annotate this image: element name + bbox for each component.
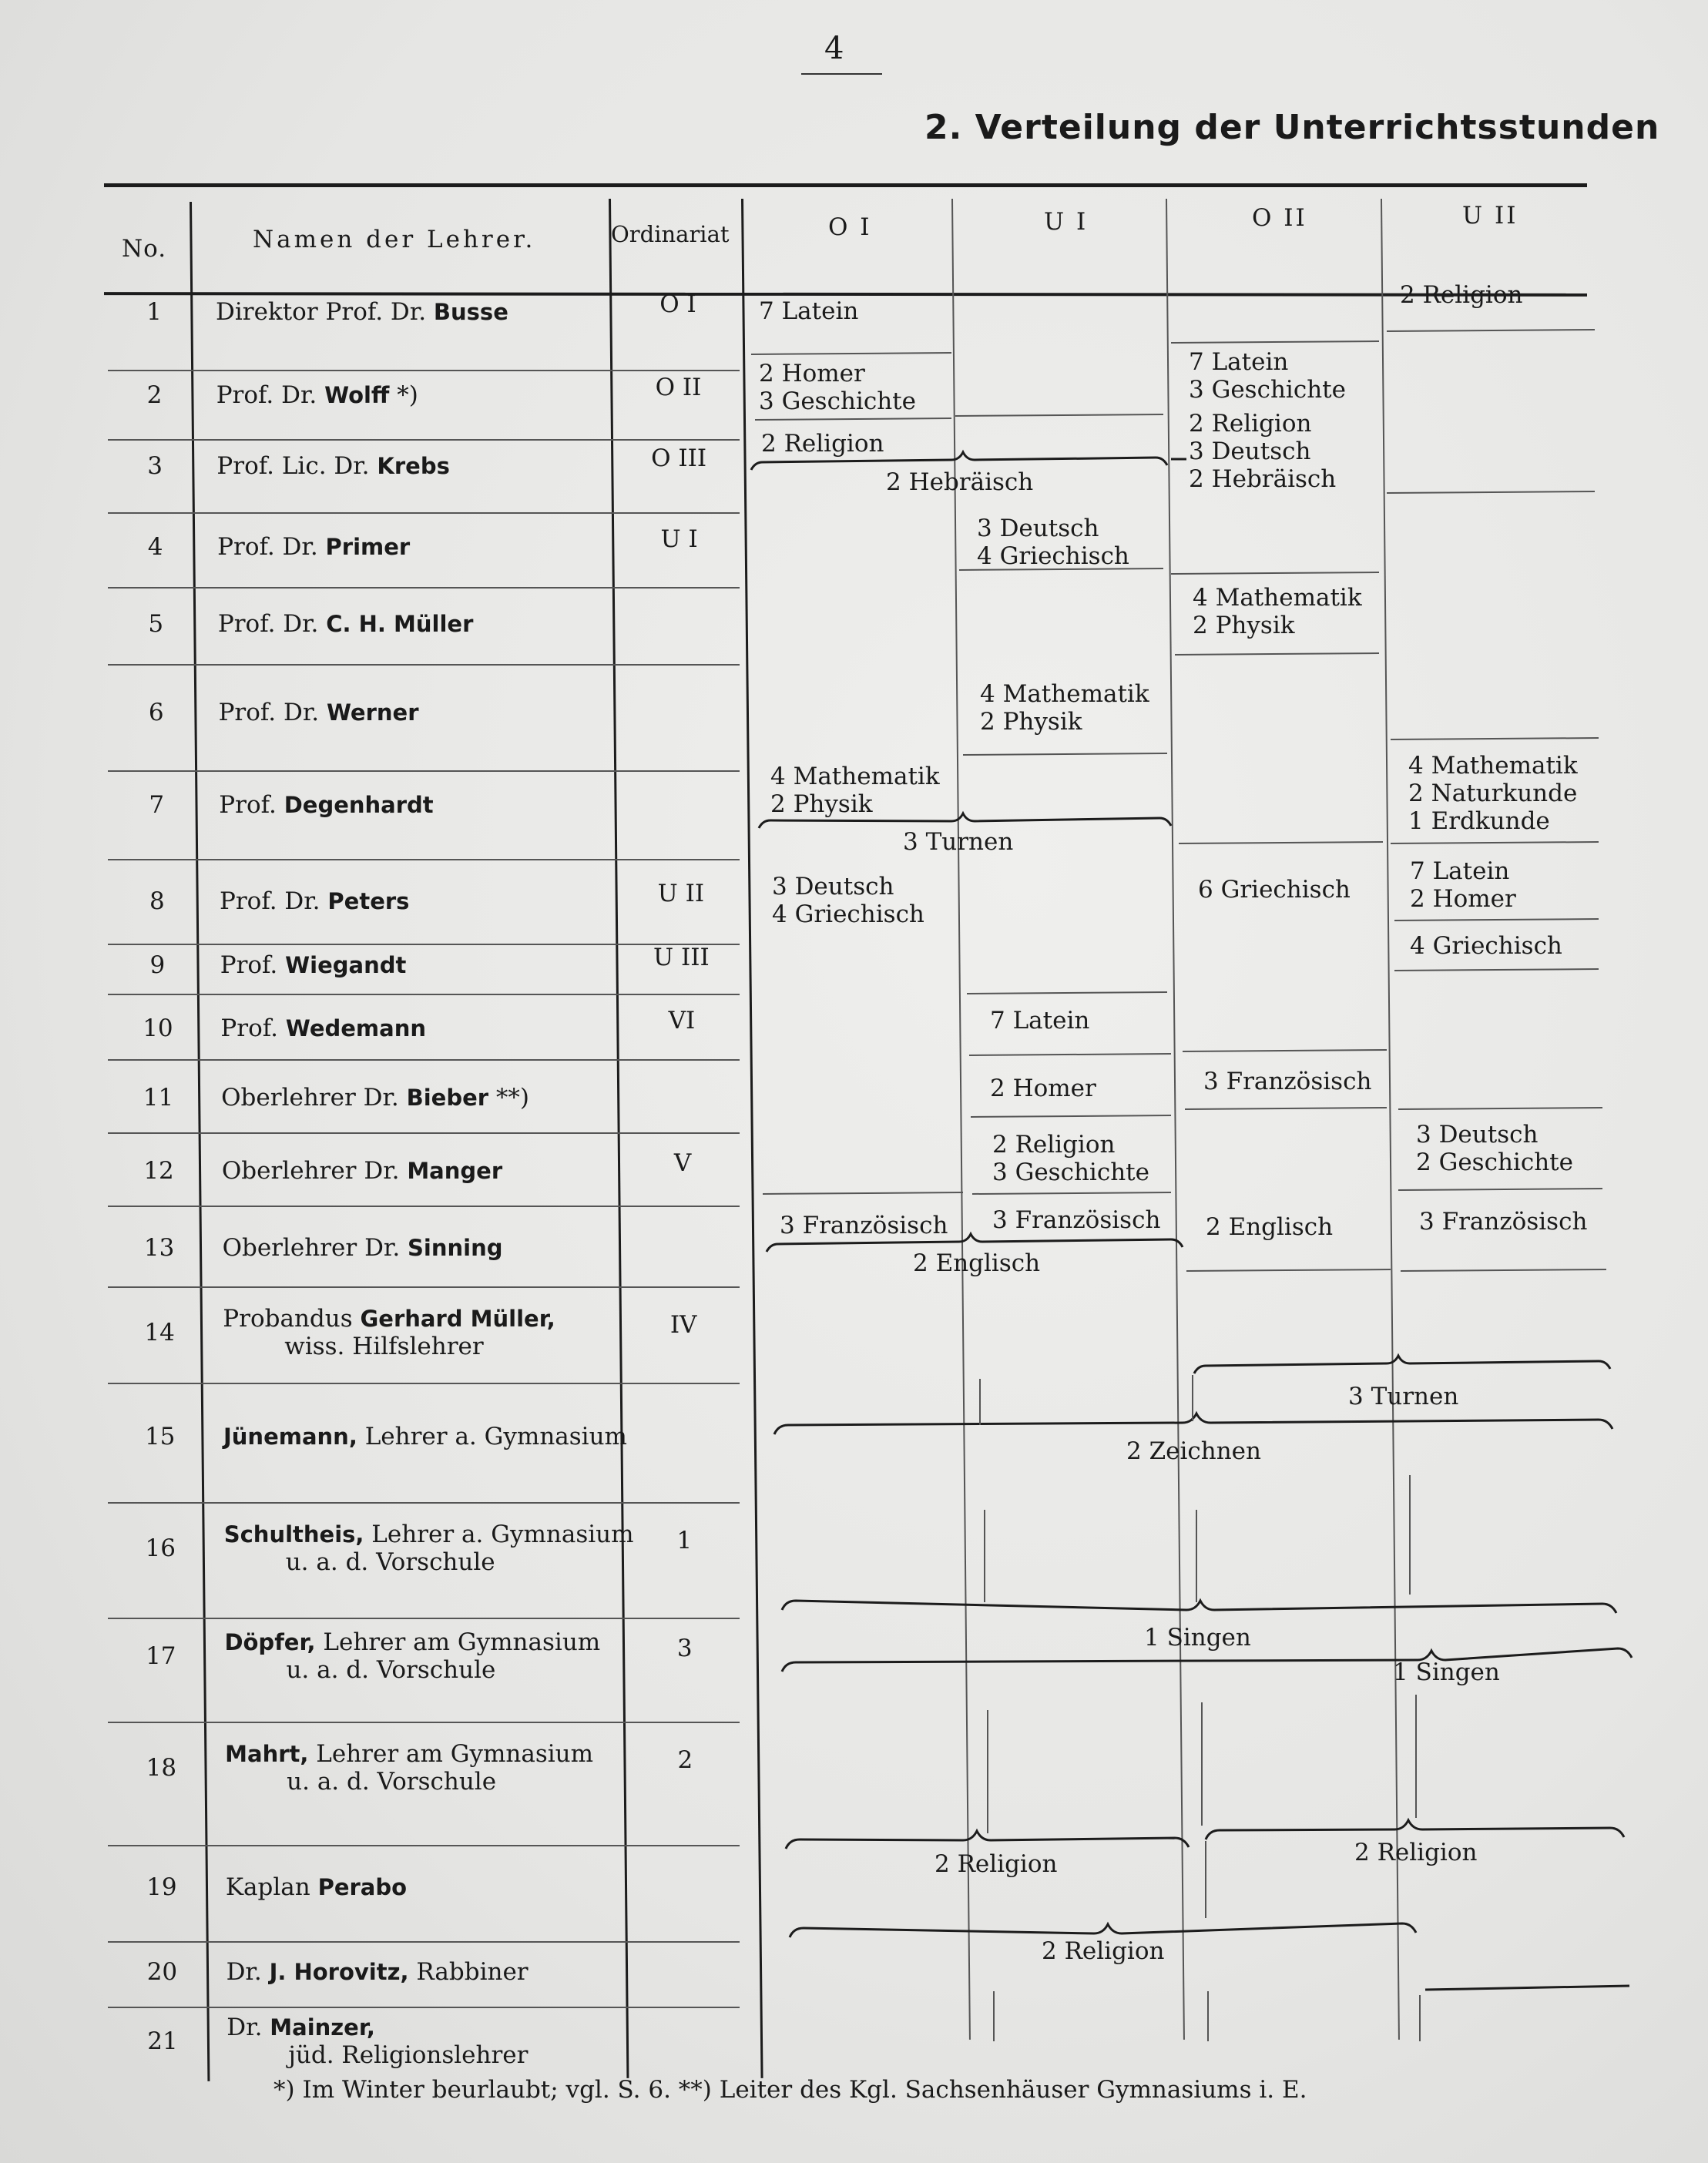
name-line2: u. a. d. Vorschule [285,1548,495,1576]
sep-oii-r4 [1171,572,1379,574]
cell-r7-oi-ui: 3 Turnen [903,828,1014,856]
cell-r12-uii: 3 Deutsch 2 Geschichte [1416,1121,1573,1176]
name-prefix: Prof. [220,1014,278,1042]
name-surname: Krebs [377,453,450,479]
name-prefix: Direktor Prof. Dr. [216,298,427,326]
row-number: 11 [143,1084,174,1112]
sep-oii-r2 [1171,341,1379,343]
cell-r13-oii: 2 Englisch [1206,1213,1334,1241]
cell-r12-ui: 2 Religion 3 Geschichte [992,1131,1149,1186]
row-number: 1 [146,298,162,326]
row-number: 16 [145,1534,176,1562]
row-number: 17 [146,1642,176,1670]
row-number: 14 [144,1319,175,1346]
cell-r11-ui: 2 Homer [990,1075,1096,1102]
sep-oii-r13 [1186,1269,1391,1271]
cell-r13-oi-ui: 2 Englisch [913,1249,1041,1277]
name-surname: Degenhardt [284,792,434,818]
row-number: 9 [149,951,166,979]
row-number: 7 [149,791,165,819]
cell-r4-ui: 3 Deutsch 4 Griechisch [977,515,1129,570]
cell-r1-oi: 7 Latein [759,297,859,325]
name-prefix: Prof. Dr. [217,610,319,638]
sep-ui-r9 [967,992,1167,994]
brace-r7 [759,813,1171,828]
name-surname: Manger [407,1158,503,1184]
name-surname: Döpfer, [224,1629,316,1655]
brace-r18a [786,1831,1189,1849]
section-title: 2. Verteilung der Unterrichtsstunden [924,108,1660,147]
cell-r3-oi: 2 Religion [761,430,884,458]
cell-r5-oii: 4 Mathematik 2 Physik [1193,584,1362,639]
sep-oi-r2 [751,353,951,354]
name-suffix: Lehrer a. Gymnasium [371,1521,634,1548]
ordinariat: V [673,1149,692,1177]
name-surname: Busse [433,299,508,325]
footnote: *) Im Winter beurlaubt; vgl. S. 6. **) Leiter des Kgl. Sachsenhäuser Gymnasiums i. E. [273,2076,1307,2104]
sep-ui-r11 [971,1115,1171,1117]
sep-uii-r13 [1401,1269,1606,1271]
cell-r2-oi: 2 Homer 3 Geschichte [759,360,916,415]
ordinariat: VI [668,1007,696,1035]
cell-r15-all: 2 Zeichnen [1126,1437,1261,1465]
name-suffix: *) [397,381,418,409]
name-prefix: Dr. [227,2014,263,2041]
name-surname: Werner [326,699,419,726]
sep-ui-r12 [972,1192,1171,1194]
cell-r20-all: 2 Religion [1042,1937,1165,1965]
row-number: 4 [147,533,163,561]
sep-uii-r12 [1398,1189,1602,1190]
name-line2: jüd. Religionslehrer [288,2041,529,2069]
cell-r19-oi-ui: 2 Religion [935,1850,1058,1878]
cell-r13-ui: 3 Französisch [992,1206,1161,1234]
name-prefix: Oberlehrer Dr. [222,1234,401,1262]
name-surname: J. Horovitz, [269,1959,409,1985]
row-number: 15 [144,1423,176,1450]
cell-r2-oii: 7 Latein 3 Geschichte [1189,348,1346,404]
cell-r10-ui: 7 Latein [990,1007,1090,1035]
row-number: 2 [146,381,163,409]
ordinariat: U II [657,880,705,907]
sep-ui-r2 [955,414,1163,416]
name-surname: Primer [325,534,411,560]
row-number: 8 [149,887,165,915]
page-number: 4 [824,31,844,66]
cell-r14-oii-uii: 3 Turnen [1348,1383,1459,1410]
sep-oii-r11 [1185,1108,1387,1109]
cell-r11-oii: 3 Französisch [1203,1068,1372,1095]
sep-oi-r3 [755,418,951,420]
sep-oii-r10 [1183,1050,1387,1051]
header-ordinariat: Ordinariat [611,221,730,247]
ordinariat: O I [659,290,696,318]
cell-r8-oi: 3 Deutsch 4 Griechisch [772,873,924,928]
brace-r3 [751,452,1167,470]
cell-r19-oii-uii: 2 Religion [1354,1839,1478,1866]
name-surname: Mainzer, [270,2014,375,2041]
cell-r17-uii: 1 Singen [1393,1658,1500,1686]
header-oii: O II [1252,204,1307,232]
cell-r13-oi: 3 Französisch [780,1212,948,1239]
row-number: 10 [143,1014,173,1042]
name-surname: Wedemann [285,1015,426,1041]
name-suffix: **) [495,1084,530,1112]
brace-r13 [767,1234,1183,1252]
name-prefix: Prof. Dr. [217,533,318,561]
cell-r7-uii: 4 Mathematik 2 Naturkunde 1 Erdkunde [1408,752,1578,835]
sep-ui-r10 [969,1054,1171,1055]
name-prefix: Prof. Dr. [220,887,320,915]
name-line2: u. a. d. Vorschule [286,1656,496,1684]
name-prefix: Prof. [219,791,277,819]
sep-uii-r8 [1394,919,1599,921]
name-line2: wiss. Hilfslehrer [284,1333,484,1360]
name-surname: Schultheis, [223,1521,364,1548]
header-ui: U I [1044,208,1089,236]
cell-r3-oi-ui: 2 Hebräisch [886,468,1034,496]
cell-r8-oii: 6 Griechisch [1198,876,1351,904]
sep-uii-r6 [1391,738,1599,739]
name-suffix: Lehrer a. Gymnasium [364,1423,627,1450]
cell-r17-all: 1 Singen [1144,1624,1251,1652]
name-prefix: Kaplan [225,1873,310,1901]
sep-oii-r7 [1179,842,1383,843]
cell-r13-uii: 3 Französisch [1419,1208,1588,1236]
sep-ui-r6 [963,753,1167,755]
row-number: 5 [148,610,164,638]
name-suffix: Lehrer am Gymnasium [316,1740,594,1768]
ordinariat: O II [655,374,702,401]
cell-r3-oii: 2 Religion 3 Deutsch 2 Hebräisch [1189,410,1337,493]
name-prefix: Prof. Dr. [216,381,317,409]
header-uii: U II [1462,202,1518,230]
name-surname: Gerhard Müller, [360,1306,555,1332]
name-suffix: Lehrer am Gymnasium [323,1628,601,1656]
name-surname: Bieber [406,1085,489,1111]
ordinariat: 1 [676,1527,693,1554]
ordinariat: 3 [676,1635,693,1662]
sep-oii-r5 [1175,653,1379,655]
row-number: 19 [146,1873,177,1901]
name-surname: Wolff [324,382,390,408]
name-prefix: Prof. [220,951,278,979]
brace-r16 [782,1601,1616,1613]
name-surname: Perabo [317,1874,408,1900]
name-suffix: Rabbiner [416,1958,529,1986]
sep-ui-r4 [959,568,1163,570]
row-number: 12 [143,1157,174,1185]
brace-r14 [1194,1356,1610,1373]
row-number: 3 [147,452,163,480]
row-number: 6 [148,699,164,726]
ordinariat: U III [653,944,710,971]
name-prefix: Oberlehrer Dr. [221,1084,399,1112]
brace-r20 [790,1923,1416,1937]
name-surname: Mahrt, [225,1741,309,1767]
brace-r18b [1206,1820,1624,1839]
header-no: No. [122,235,167,263]
sep-uii-r7 [1391,842,1599,843]
name-line2: u. a. d. Vorschule [287,1768,497,1796]
header-oi: O I [828,213,872,241]
cell-r9-uii: 4 Griechisch [1410,932,1562,960]
brace-r20b [1425,1986,1629,1990]
row-number: 13 [143,1234,175,1262]
sep-uii-r1 [1387,330,1595,331]
name-surname: Jünemann, [223,1424,357,1450]
sep-oi-r12 [763,1192,963,1194]
row-number: 20 [146,1958,178,1986]
ordinariat: U I [660,525,698,553]
row-number: 21 [147,2027,178,2055]
name-prefix: Dr. [226,1958,262,1986]
name-prefix: Prof. Lic. Dr. [216,452,370,480]
row-number: 18 [146,1754,177,1782]
name-prefix: Prof. Dr. [218,699,320,726]
sep-uii-r11 [1398,1108,1602,1109]
cell-r7-oi: 4 Mathematik 2 Physik [770,763,940,818]
cell-r8-uii: 7 Latein 2 Homer [1410,857,1516,913]
ordinariat: O III [651,444,707,472]
name-surname: Sinning [408,1235,503,1261]
name-prefix: Probandus [223,1305,353,1333]
header-names: Namen der Lehrer. [253,226,536,253]
cell-r6-ui: 4 Mathematik 2 Physik [980,680,1149,736]
name-surname: C. H. Müller [326,611,474,637]
cell-r1-uii: 2 Religion [1400,281,1523,309]
sep-uii-r9 [1394,969,1599,971]
name-surname: Wiegandt [285,952,407,978]
sep-uii-r3 [1387,491,1595,493]
name-surname: Peters [327,888,410,914]
brace-r17 [782,1648,1632,1672]
ordinariat: IV [669,1311,697,1339]
ordinariat: 2 [677,1746,693,1774]
name-prefix: Oberlehrer Dr. [221,1157,400,1185]
